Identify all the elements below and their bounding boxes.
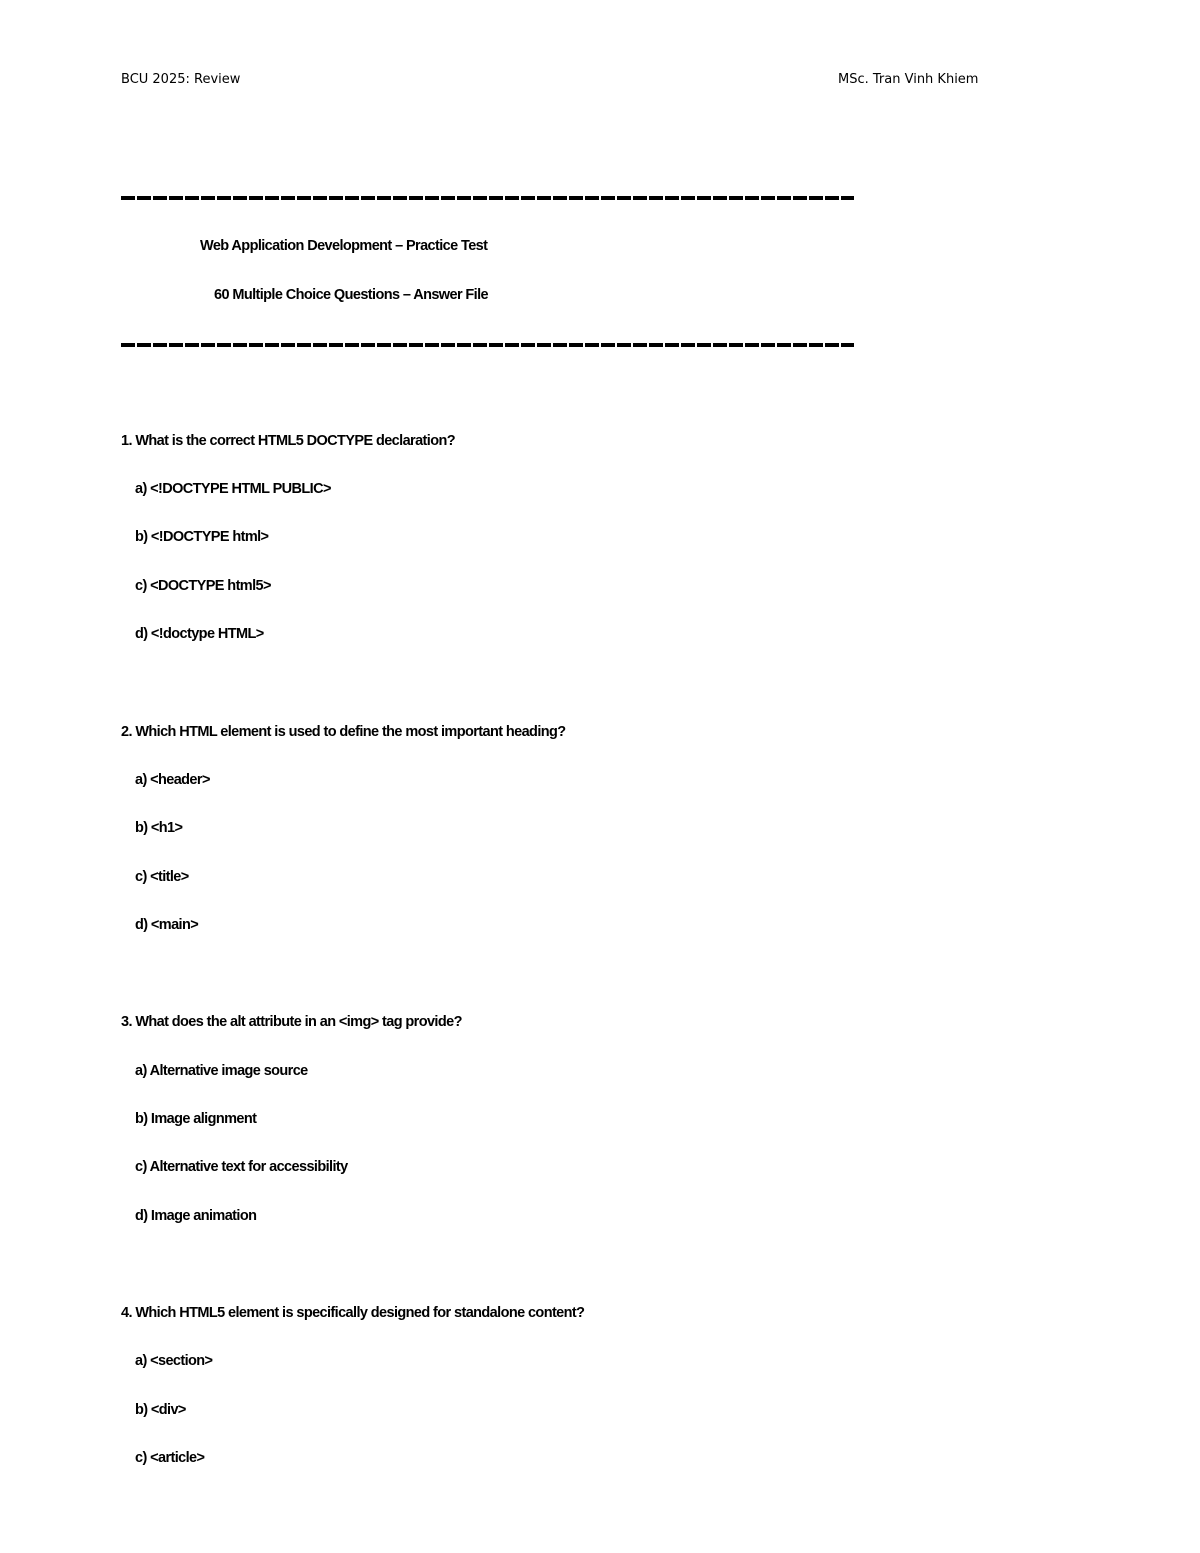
question-2-option-a: a) <header> xyxy=(135,772,210,788)
question-4: 4. Which HTML5 element is specifically designed for standalone content? xyxy=(121,1305,585,1321)
question-4-option-c: c) <article> xyxy=(135,1450,205,1466)
question-3-option-b: b) Image alignment xyxy=(135,1111,257,1127)
document-title: Web Application Development – Practice Test xyxy=(200,238,488,254)
question-4-option-b: b) <div> xyxy=(135,1402,186,1418)
question-1-option-a: a) <!DOCTYPE HTML PUBLIC> xyxy=(135,481,331,497)
question-2-option-b: b) <h1> xyxy=(135,820,183,836)
question-2-option-d: d) <main> xyxy=(135,917,199,933)
document-subtitle: 60 Multiple Choice Questions – Answer File xyxy=(214,287,488,303)
question-1-option-d: d) <!doctype HTML> xyxy=(135,626,264,642)
question-1-option-b: b) <!DOCTYPE html> xyxy=(135,529,269,545)
question-1: 1. What is the correct HTML5 DOCTYPE declaration? xyxy=(121,433,455,449)
running-header-right: MSc. Tran Vinh Khiem xyxy=(838,72,979,87)
dashed-divider-bottom xyxy=(121,343,854,347)
question-3-option-d: d) Image animation xyxy=(135,1208,257,1224)
running-header-left: BCU 2025: Review xyxy=(121,72,241,87)
question-1-option-c: c) <DOCTYPE html5> xyxy=(135,578,271,594)
question-3-option-a: a) Alternative image source xyxy=(135,1063,308,1079)
question-3: 3. What does the alt attribute in an <img> tag provide? xyxy=(121,1014,462,1030)
dashed-divider-top xyxy=(121,196,854,200)
question-4-option-a: a) <section> xyxy=(135,1353,213,1369)
question-3-option-c: c) Alternative text for accessibility xyxy=(135,1159,348,1175)
question-2-option-c: c) <title> xyxy=(135,869,189,885)
question-2: 2. Which HTML element is used to define the most important heading? xyxy=(121,724,566,740)
